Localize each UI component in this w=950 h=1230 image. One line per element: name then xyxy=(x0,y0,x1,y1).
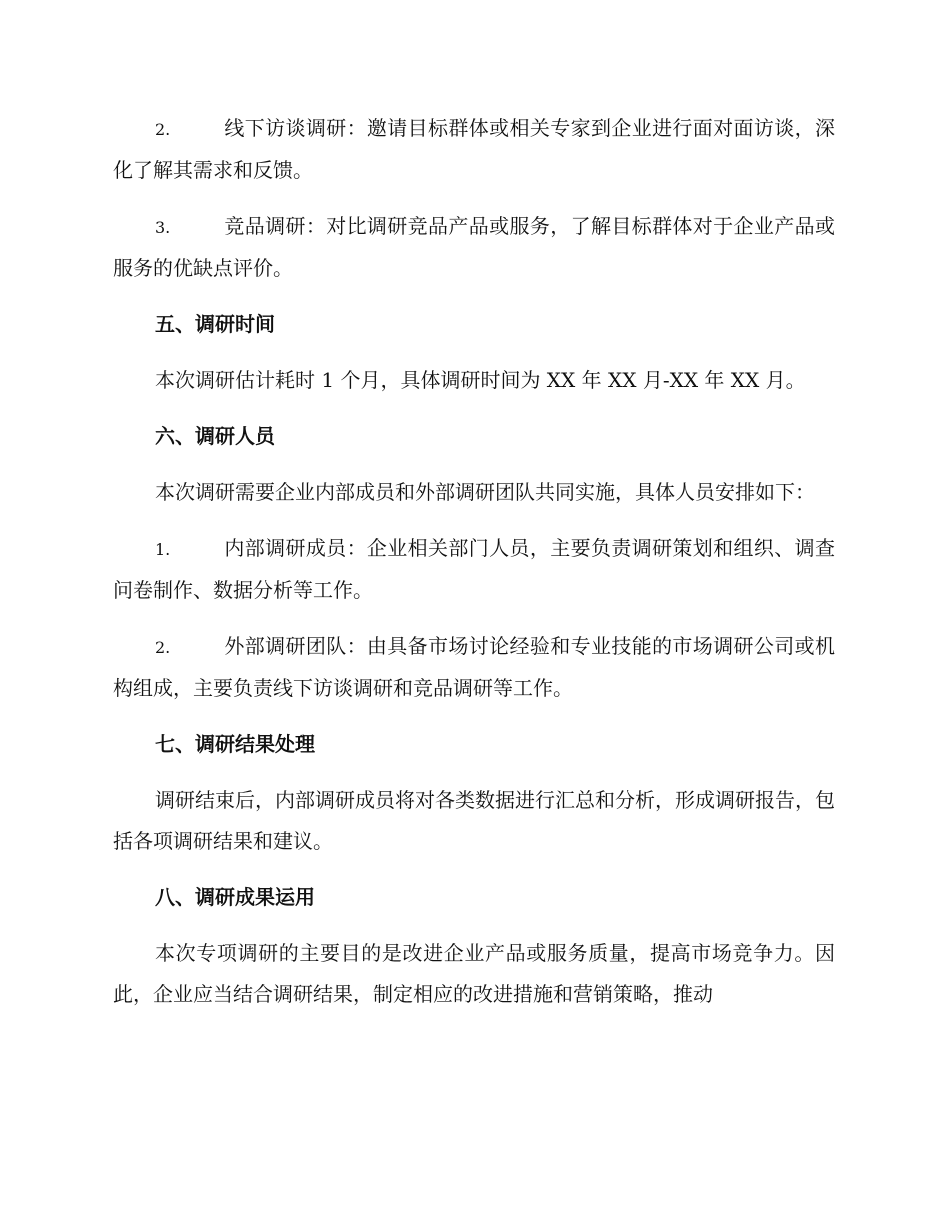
list-text: 线下访谈调研：邀请目标群体或相关专家到企业进行面对面访谈，深化了解其需求和反馈。 xyxy=(113,116,835,182)
list-number: 2. xyxy=(155,120,171,139)
list-number: 1. xyxy=(155,540,171,559)
list-text: 竞品调研：对比调研竞品产品或服务，了解目标群体对于企业产品或服务的优缺点评价。 xyxy=(113,214,835,280)
list-item xyxy=(113,206,835,289)
list-number: 2. xyxy=(155,638,171,657)
list-item xyxy=(113,108,835,191)
section-heading: 七、调研结果处理 xyxy=(155,732,315,756)
paragraph: 本次专项调研的主要目的是改进企业产品或服务质量，提高市场竞争力。因此，企业应当结合调研结果，制定相应的改进措施和营销策略，推动 xyxy=(113,941,835,1006)
section-heading: 八、调研成果运用 xyxy=(155,885,315,909)
list-text: 内部调研成员：企业相关部门人员，主要负责调研策划和组织、调查问卷制作、数据分析等工作。 xyxy=(113,536,835,602)
list-item xyxy=(113,528,835,611)
list-item xyxy=(113,626,835,709)
section-heading: 五、调研时间 xyxy=(155,312,275,336)
paragraph: 本次调研需要企业内部成员和外部调研团队共同实施，具体人员安排如下： xyxy=(155,480,815,504)
list-number: 3. xyxy=(155,218,171,237)
section-heading: 六、调研人员 xyxy=(155,424,275,448)
document-body xyxy=(113,108,835,1015)
paragraph: 调研结束后，内部调研成员将对各类数据进行汇总和分析，形成调研报告，包括各项调研结果和建议。 xyxy=(113,788,835,853)
list-text: 外部调研团队：由具备市场讨论经验和专业技能的市场调研公司或机构组成，主要负责线下访谈调研和竞品调研等工作。 xyxy=(113,634,835,700)
paragraph: 本次调研估计耗时 1 个月，具体调研时间为 XX 年 XX 月-XX 年 XX 月。 xyxy=(155,368,806,392)
